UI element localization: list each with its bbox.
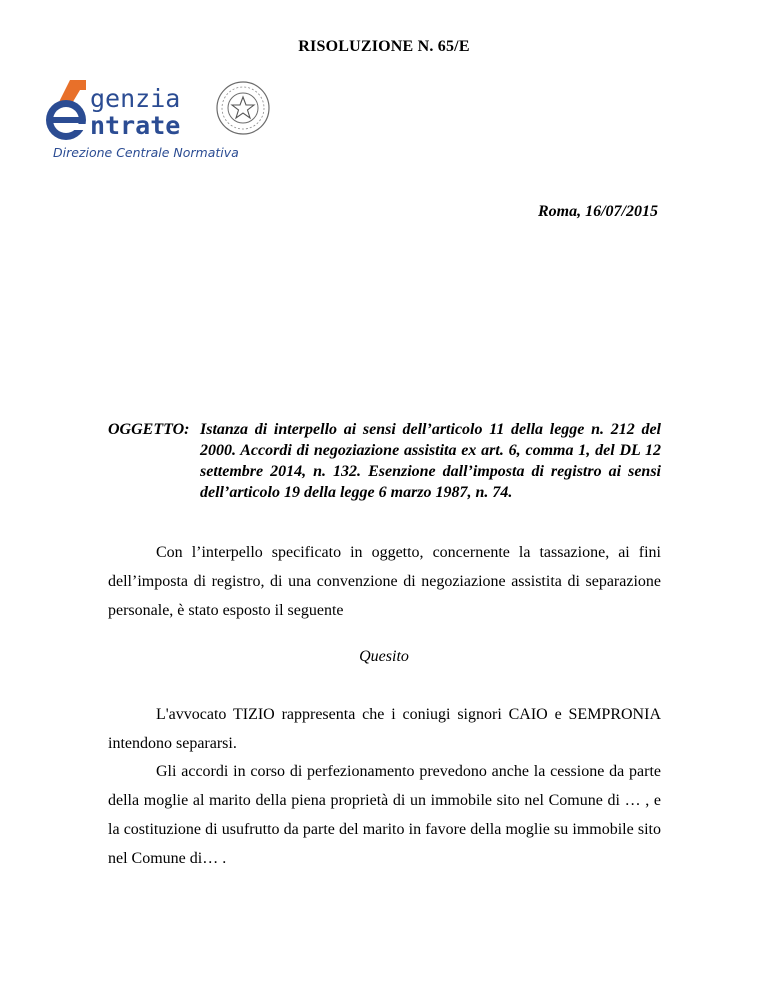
subject-label: OGGETTO: — [108, 421, 190, 438]
republic-emblem-icon — [217, 82, 269, 134]
subject-block — [108, 419, 661, 503]
body-paragraph-2: Gli accordi in corso di perfezionamento prevedono anche la cessione da parte della moglie al marito della piena proprietà di un immobile sito nel Comune di … , e la costituzione di usufrutto da parte del marito in favore della moglie su immobile sito nel Comune di… . — [108, 763, 661, 867]
document-date: Roma, 16/07/2015 — [537, 203, 658, 220]
section-heading: Quesito — [359, 648, 409, 665]
logo-word-ntrate: ntrate — [90, 111, 181, 140]
subject-text: Istanza di interpello ai sensi dell’articolo 11 della legge n. 212 del 2000. Accordi di negoziazione assistita ex art. 6, comma 1, del DL 12 settembre 2014, n. 132. Esenzione dall’imposta di registro ai sensi dell’articolo 19 della legge 6 marzo 1987, n. 74. — [200, 421, 661, 501]
body-paragraph-1: L'avvocato TIZIO rappresenta che i coniugi signori CAIO e SEMPRONIA intendono separarsi. — [108, 706, 661, 752]
document-title: RISOLUZIONE N. 65/E — [298, 38, 470, 55]
logo-word-genzia: genzia — [90, 84, 181, 113]
intro-paragraph: Con l’interpello specificato in oggetto, concernente la tassazione, ai fini dell’imposta di registro, di una convenzione di negoziazione assistita di separazione personale, è stato esposto il seguente — [108, 544, 661, 619]
logo-graphic — [40, 76, 280, 146]
logo-subtitle: Direzione Centrale Normativa — [53, 145, 239, 160]
